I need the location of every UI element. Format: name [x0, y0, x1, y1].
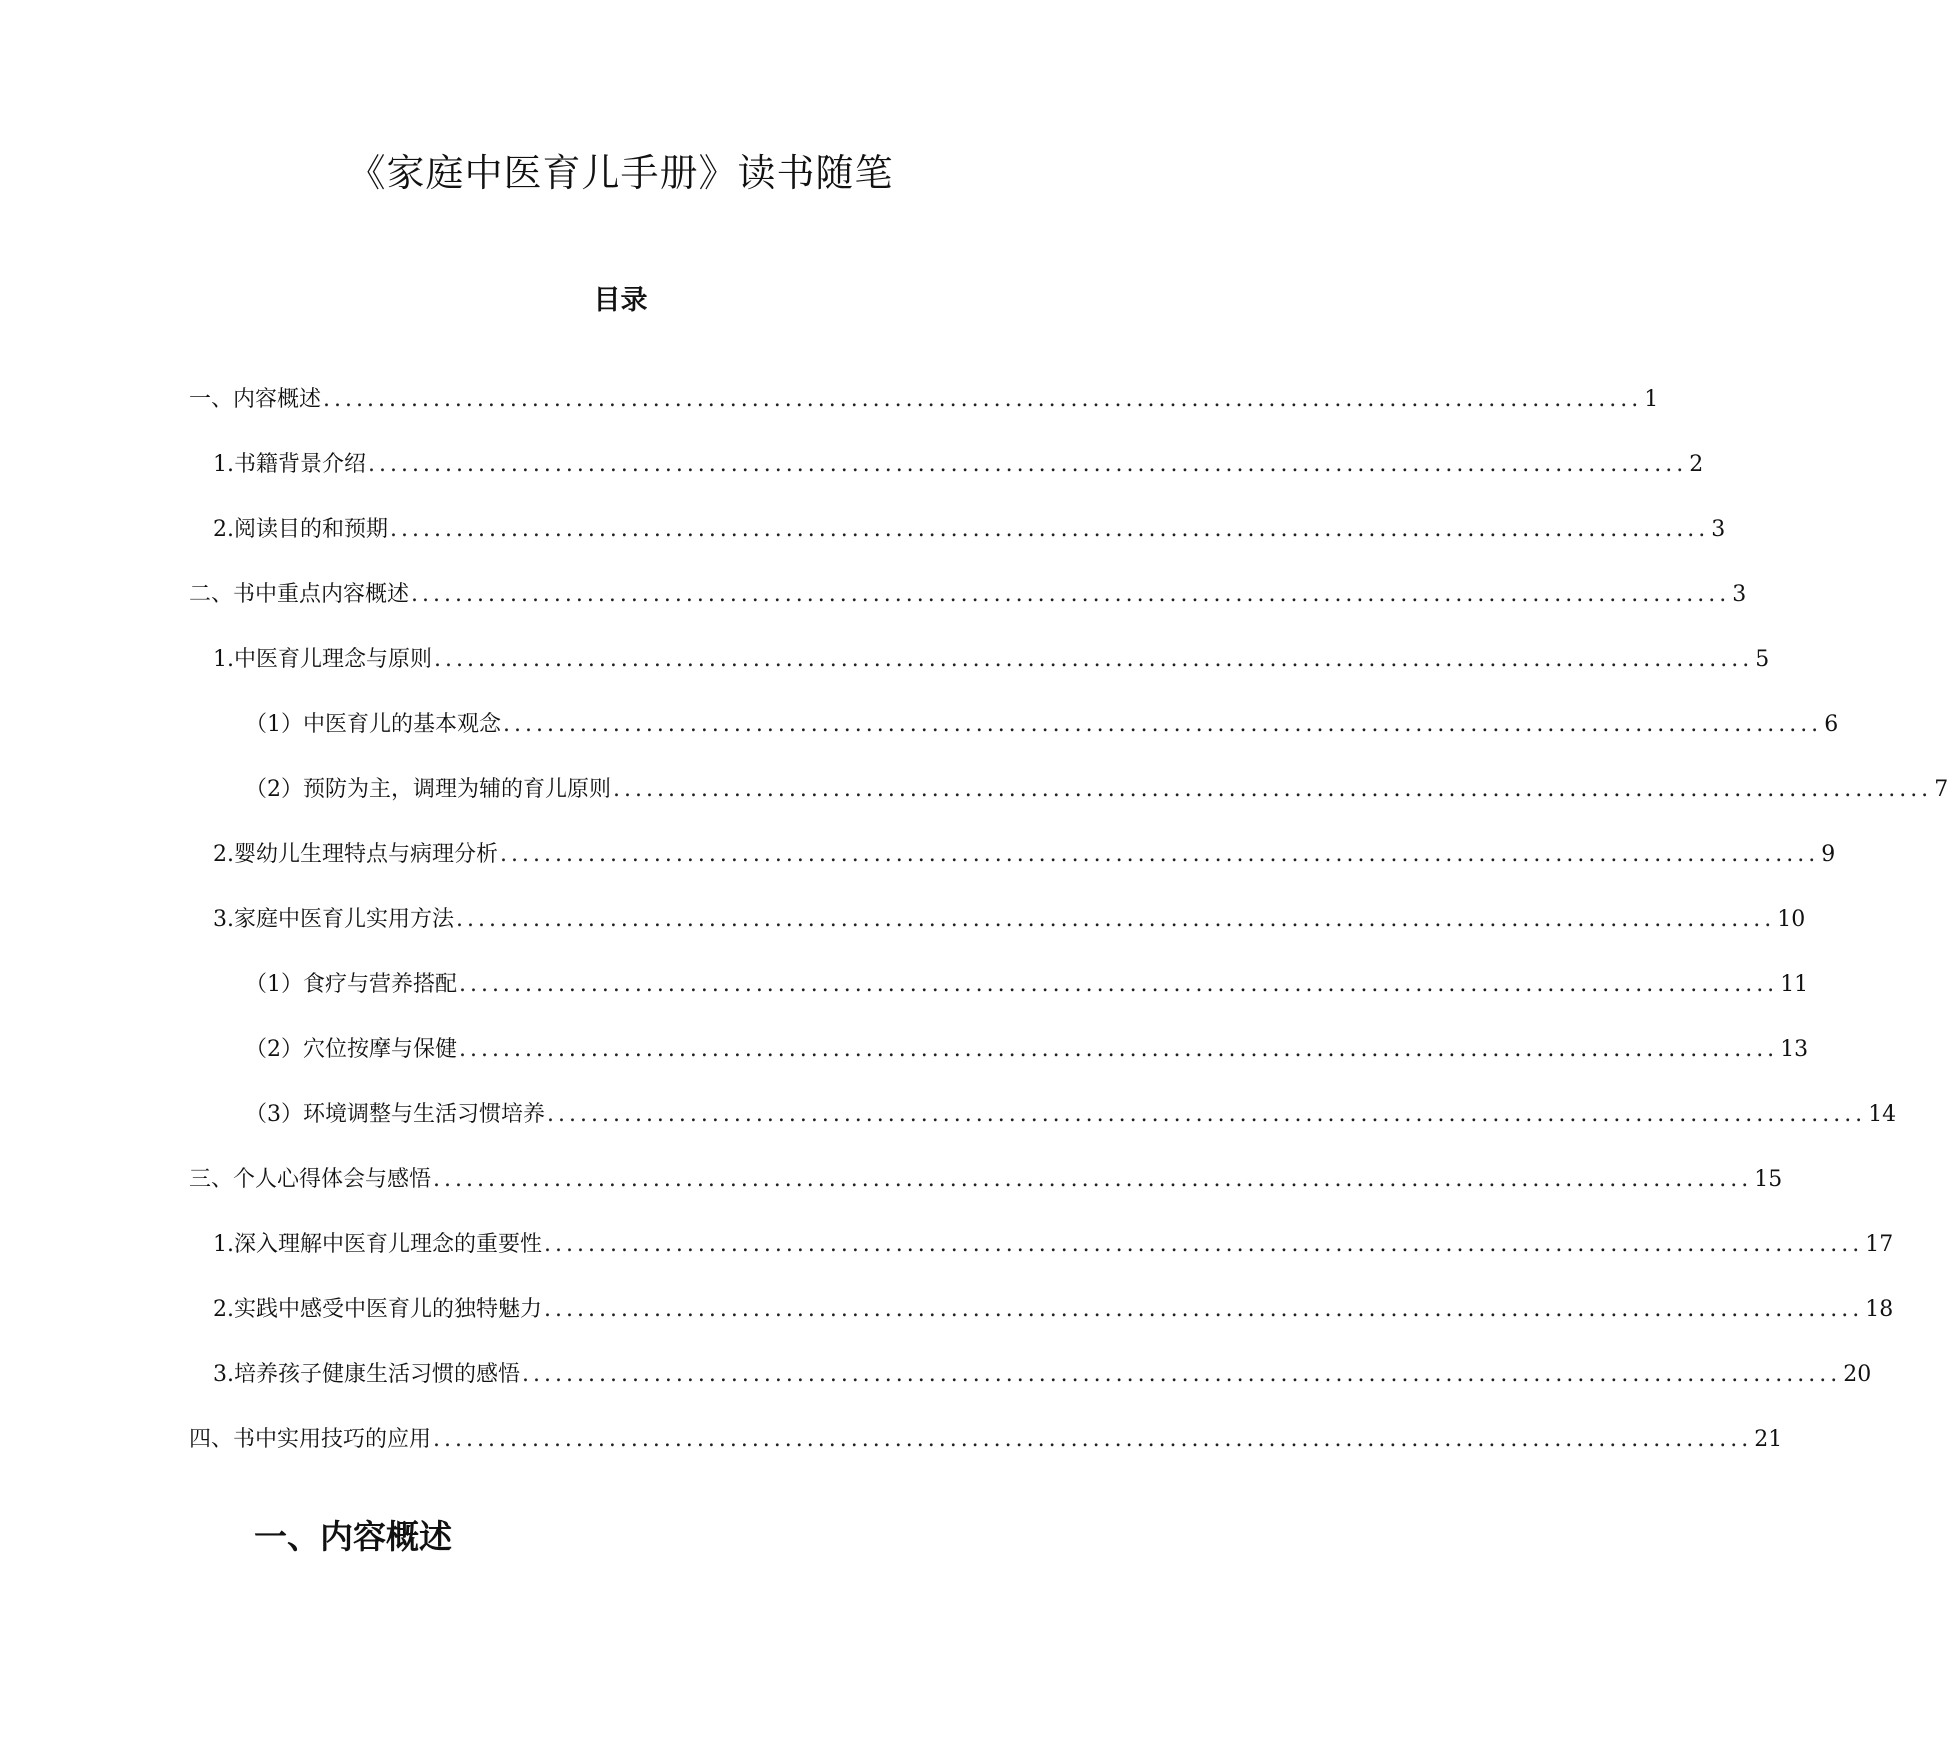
- toc-entry-page: 13: [1780, 1037, 1809, 1062]
- toc-entry-page: 5: [1755, 647, 1770, 672]
- toc-entry-page: 6: [1824, 712, 1839, 737]
- toc-leader: ........................................................................................................................: [368, 452, 1688, 477]
- toc-entry[interactable]: [213, 515, 1726, 545]
- toc-leader: ........................................................................................................................: [411, 582, 1731, 607]
- toc-entry[interactable]: [213, 840, 1836, 870]
- toc-leader: ........................................................................................................................: [433, 1427, 1753, 1452]
- toc-entry-number: 2.: [213, 517, 234, 542]
- toc-leader: ........................................................................................................................: [547, 1102, 1867, 1127]
- toc-entry-number: 2.: [213, 842, 234, 867]
- toc-entry-label: 婴幼儿生理特点与病理分析: [234, 842, 499, 867]
- toc-entry-label: 中医育儿理念与原则: [234, 647, 433, 672]
- toc-leader: ........................................................................................................................: [434, 647, 1754, 672]
- toc-entry-number: 2.: [213, 1297, 234, 1322]
- toc-entry-label: （1）食疗与营养搭配: [245, 972, 457, 997]
- toc-entry-label: 二、书中重点内容概述: [189, 582, 410, 607]
- toc-entry-label: 实践中感受中医育儿的独特魅力: [234, 1297, 543, 1322]
- toc-entry-number: 1.: [213, 647, 234, 672]
- toc-entry-label: 家庭中医育儿实用方法: [234, 907, 455, 932]
- toc-entry[interactable]: [245, 1100, 1897, 1130]
- toc-entry[interactable]: [189, 1165, 1783, 1195]
- toc-entry-page: 14: [1868, 1102, 1897, 1127]
- toc-entry[interactable]: [213, 1360, 1872, 1390]
- toc-entry[interactable]: [213, 645, 1770, 675]
- toc-leader: ........................................................................................................................: [456, 907, 1776, 932]
- toc-entry-page: 3: [1732, 582, 1747, 607]
- toc-leader: ........................................................................................................................: [433, 1167, 1753, 1192]
- toc-entry[interactable]: [189, 385, 1659, 415]
- section-heading: 一、内容概述: [254, 1517, 452, 1556]
- toc-entry-page: 11: [1780, 972, 1809, 997]
- toc-entry[interactable]: [213, 1295, 1894, 1325]
- toc-entry[interactable]: [213, 450, 1704, 480]
- toc-entry-page: 3: [1711, 517, 1726, 542]
- toc-leader: ........................................................................................................................: [459, 972, 1779, 997]
- toc-entry-number: 1.: [213, 1232, 234, 1257]
- toc-entry-page: 1: [1644, 387, 1659, 412]
- toc-entry[interactable]: [245, 775, 1948, 805]
- toc-entry-page: 9: [1821, 842, 1836, 867]
- toc-entry-page: 15: [1754, 1167, 1783, 1192]
- toc-entry-label: 培养孩子健康生活习惯的感悟: [234, 1362, 521, 1387]
- toc-leader: ........................................................................................................................: [503, 712, 1823, 737]
- toc-entry-label: 四、书中实用技巧的应用: [189, 1427, 432, 1452]
- toc-entry-page: 2: [1689, 452, 1704, 477]
- toc-leader: ........................................................................................................................: [323, 387, 1643, 412]
- toc-entry-label: 深入理解中医育儿理念的重要性: [234, 1232, 543, 1257]
- toc-entry[interactable]: [213, 905, 1806, 935]
- toc-entry-page: 10: [1777, 907, 1806, 932]
- toc-entry-label: （1）中医育儿的基本观念: [245, 712, 501, 737]
- toc-leader: ........................................................................................................................: [459, 1037, 1779, 1062]
- toc-entry-label: （3）环境调整与生活习惯培养: [245, 1102, 545, 1127]
- toc-heading: 目录: [593, 285, 648, 316]
- toc-leader: ........................................................................................................................: [500, 842, 1820, 867]
- toc-entry-number: 3.: [213, 1362, 234, 1387]
- document-title: 《家庭中医育儿手册》读书随笔: [347, 151, 894, 195]
- toc-entry[interactable]: [213, 1230, 1894, 1260]
- toc-leader: ........................................................................................................................: [522, 1362, 1842, 1387]
- toc-entry-number: 1.: [213, 452, 234, 477]
- toc-entry[interactable]: [245, 970, 1809, 1000]
- toc-entry-label: 三、个人心得体会与感悟: [189, 1167, 432, 1192]
- toc-entry-label: （2）预防为主，调理为辅的育儿原则: [245, 777, 611, 802]
- toc-entry-page: 17: [1865, 1232, 1894, 1257]
- toc-entry-label: 阅读目的和预期: [234, 517, 389, 542]
- toc-leader: ........................................................................................................................: [544, 1297, 1864, 1322]
- toc-entry-label: 一、内容概述: [189, 387, 322, 412]
- toc-entry[interactable]: [189, 1425, 1783, 1455]
- toc-leader: ........................................................................................................................: [544, 1232, 1864, 1257]
- toc-entry-page: 21: [1754, 1427, 1783, 1452]
- toc-entry[interactable]: [245, 1035, 1809, 1065]
- toc-entry-page: 18: [1865, 1297, 1894, 1322]
- toc-entry-page: 20: [1843, 1362, 1872, 1387]
- toc-entry[interactable]: [189, 580, 1747, 610]
- toc-leader: ........................................................................................................................: [390, 517, 1710, 542]
- toc-entry-page: 7: [1934, 777, 1948, 802]
- toc-leader: ........................................................................................................................: [613, 777, 1933, 802]
- toc-entry-number: 3.: [213, 907, 234, 932]
- toc-entry-label: 书籍背景介绍: [234, 452, 367, 477]
- toc-entry[interactable]: [245, 710, 1839, 740]
- toc-entry-label: （2）穴位按摩与保健: [245, 1037, 457, 1062]
